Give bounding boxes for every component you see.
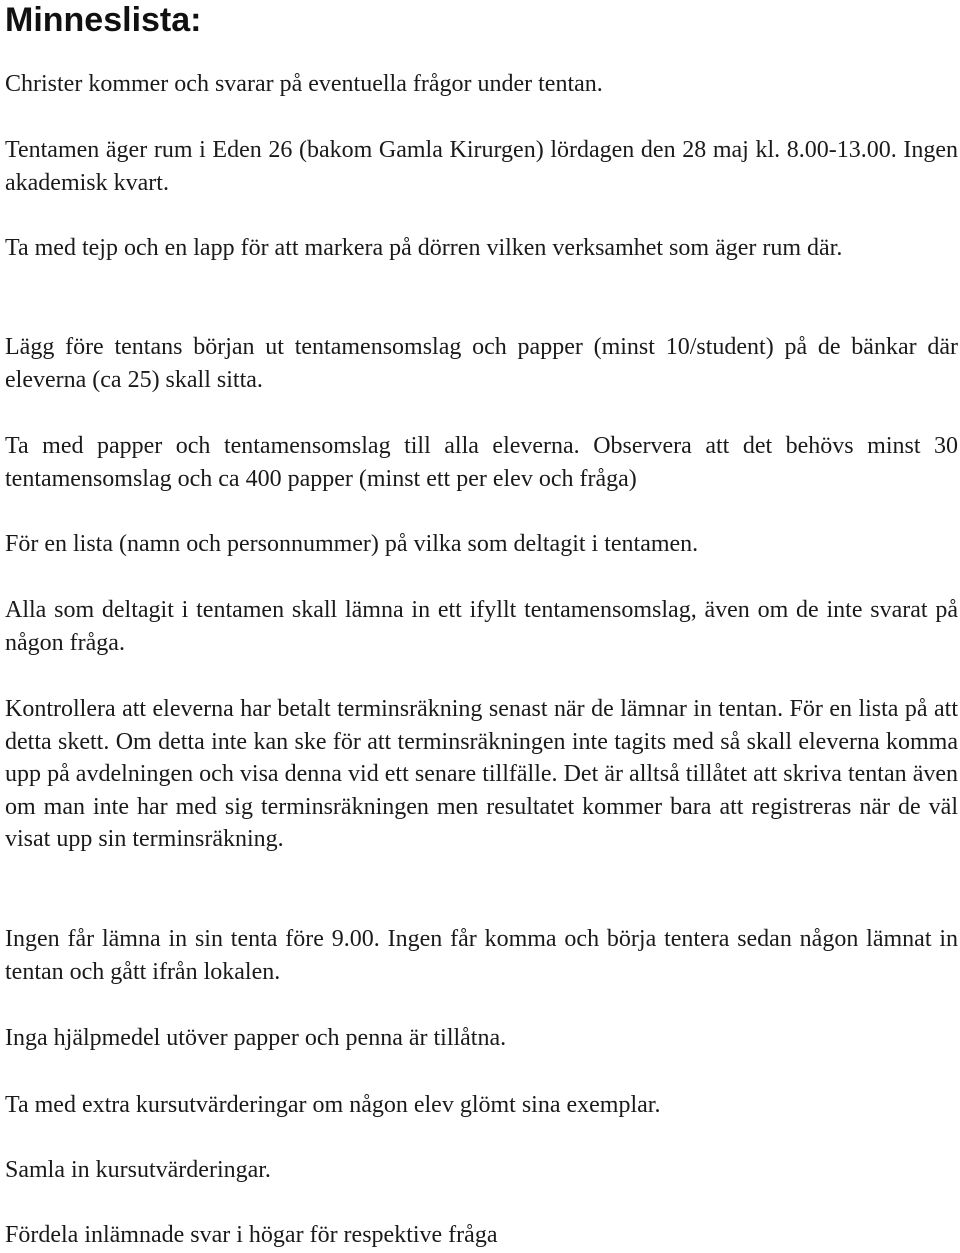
paragraph-aids: Inga hjälpmedel utöver papper och penna är tillåtna.: [5, 1025, 507, 1051]
paragraph-exam-location: Tentamen äger rum i Eden 26 (bakom Gamla Kirurgen) lördagen den 28 maj kl. 8.00-13.00. Ingen akademisk kvart.: [5, 137, 958, 196]
paragraph-leaving-rules: Ingen får lämna in sin tenta före 9.00. Ingen får komma och börja tentera sedan någon lämnat in tentan och gått ifrån lokalen.: [5, 926, 958, 985]
paragraph-tape-note: Ta med tejp och en lapp för att markera på dörren vilken verksamhet som äger rum där.: [5, 235, 843, 261]
paragraph-term-invoice: Kontrollera att eleverna har betalt terminsräkning senast när de lämnar in tentan. För en lista på att detta skett. Om detta inte kan ske för att terminsräkningen inte tagits med så skall eleverna komma upp på avdelningen och visa denna vid ett senare tillfälle. Det är alltså tillåtet att skriva tentan även om man inte har med sig terminsräkningen men resultatet kommer bara att registreras när de väl visat upp sin terminsräkning.: [5, 696, 958, 853]
paragraph-sort-answers: Fördela inlämnade svar i högar för respektive fråga: [5, 1222, 498, 1248]
document-title: Minneslista:: [5, 1, 202, 39]
paragraph-place-covers: Lägg före tentans början ut tentamensomslag och papper (minst 10/student) på de bänkar där eleverna (ca 25) skall sitta.: [5, 334, 958, 393]
paragraph-teacher-answers: Christer kommer och svarar på eventuella frågor under tentan.: [5, 71, 603, 97]
paragraph-bring-paper: Ta med papper och tentamensomslag till alla eleverna. Observera att det behövs minst 30 tentamensomslag och ca 400 papper (minst ett per elev och fråga): [5, 433, 958, 492]
paragraph-extra-evaluations: Ta med extra kursutvärderingar om någon elev glömt sina exemplar.: [5, 1092, 661, 1118]
paragraph-hand-in-cover: Alla som deltagit i tentamen skall lämna in ett ifyllt tentamensomslag, även om de inte svarat på någon fråga.: [5, 597, 958, 656]
paragraph-attendance-list: För en lista (namn och personnummer) på vilka som deltagit i tentamen.: [5, 531, 699, 557]
paragraph-collect-evaluations: Samla in kursutvärderingar.: [5, 1157, 271, 1183]
